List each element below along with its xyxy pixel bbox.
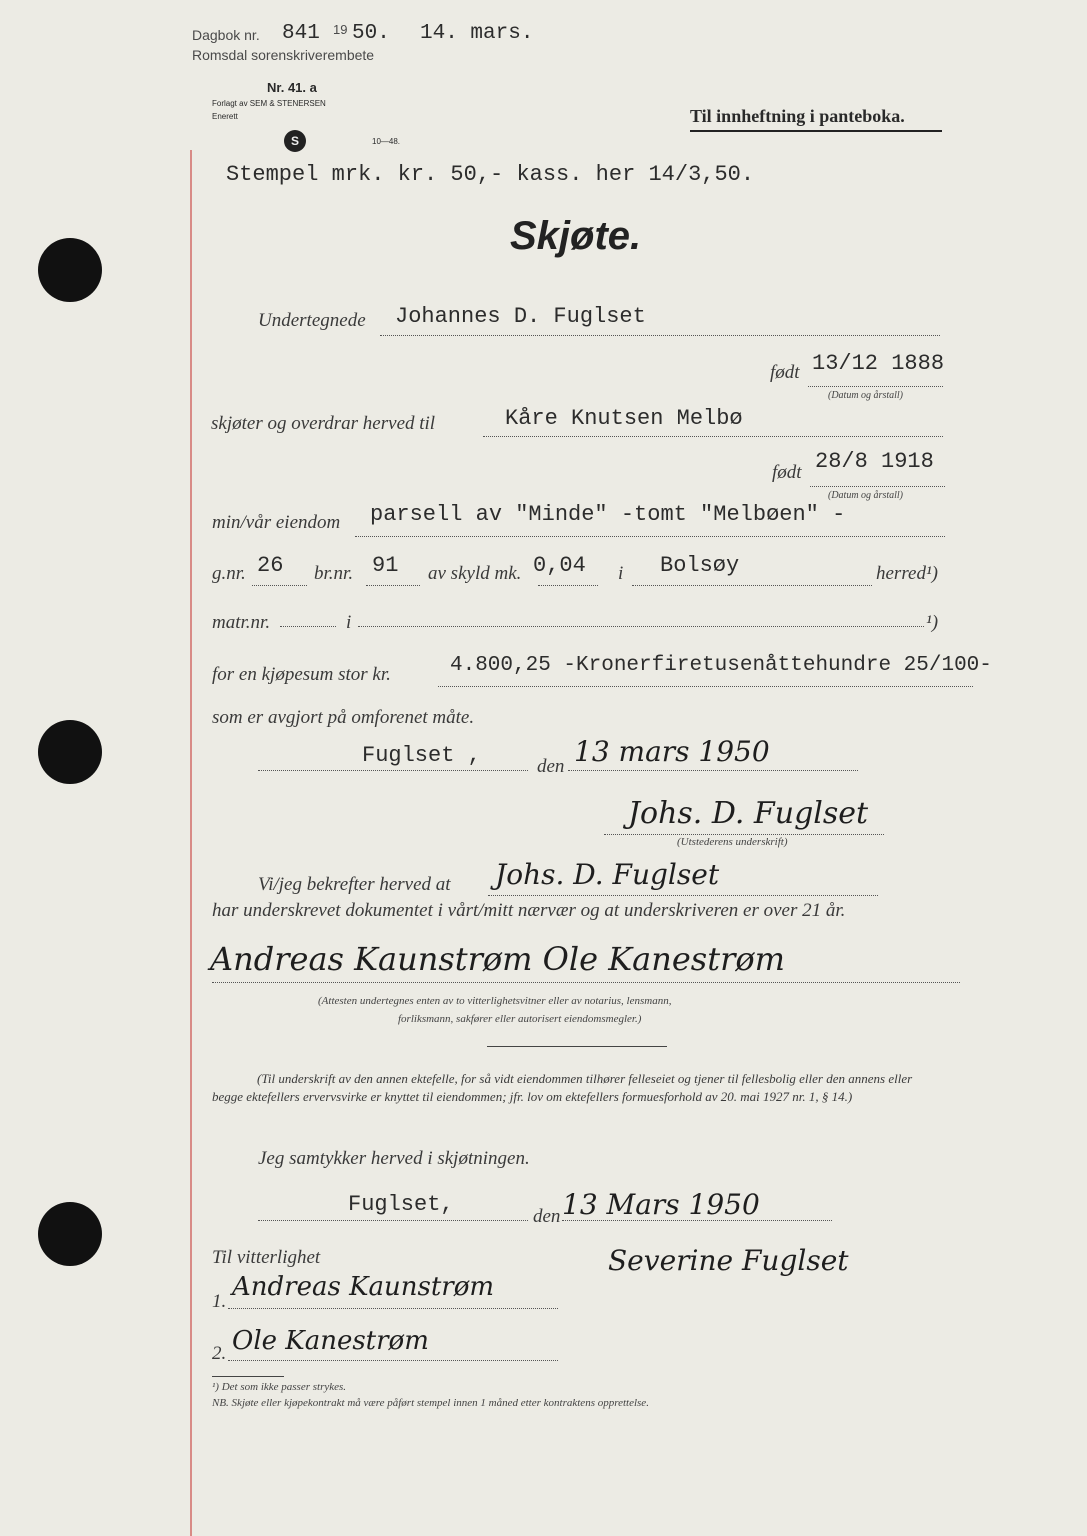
spouse-paragraph: (Til underskrift av den annen ektefelle, for så vidt eiendommen tilhører felleseiet og tjener til fellesbolig eller den annens eller begge ektefellers ervervsvirke er knyttet til eiendommen; jfr. lov om ektefellers formuesforhold av 20. mai 1927 nr. 1, § 14.) — [212, 1071, 913, 1104]
line-witnesses — [212, 982, 960, 983]
label-kjopesum: for en kjøpesum stor kr. — [212, 664, 391, 685]
document-title: Skjøte. — [510, 214, 642, 258]
seller-name: Johannes D. Fuglset — [395, 304, 646, 329]
caption-utsteder: (Utstederens underskrift) — [677, 836, 788, 848]
header-right: Til innheftning i panteboka. — [690, 106, 905, 126]
caption-datum-1: (Datum og årstall) — [828, 390, 903, 401]
label-witness-2: 2. — [212, 1343, 227, 1364]
price-value: 4.800,25 -Kronerfiretusenåttehundre 25/100- — [450, 654, 992, 677]
label-den-2: den — [533, 1206, 561, 1227]
dagbok-century: 19 — [333, 22, 348, 37]
label-matr-i: i — [346, 612, 352, 633]
line-seller-born — [808, 386, 943, 387]
label-brnr: br.nr. — [314, 563, 354, 584]
seller-signature: Johs. D. Fuglset — [628, 796, 869, 831]
label-matr-note: ¹) — [926, 612, 939, 633]
line-herred — [632, 585, 872, 586]
witness-2-signature: Ole Kanestrøm — [232, 1326, 429, 1356]
line-buyer-born — [810, 486, 945, 487]
binder-hole-bottom — [38, 1202, 102, 1266]
seller-born: 13/12 1888 — [812, 351, 945, 376]
skyld-value: 0,04 — [533, 553, 586, 578]
form-publisher-line2: Enerett — [212, 112, 238, 121]
confirmed-name-handwritten: Johs. D. Fuglset — [495, 858, 720, 891]
herred-value: Bolsøy — [660, 553, 740, 578]
line-place-2 — [258, 1220, 528, 1221]
line-seller-signature — [604, 834, 884, 835]
line-seller — [380, 335, 940, 336]
label-skjoter: skjøter og overdrar herved til — [211, 413, 436, 434]
line-confirmed — [488, 895, 878, 896]
margin-rule — [190, 150, 192, 1536]
label-eiendom: min/vår eiendom — [212, 512, 341, 533]
header-underline — [690, 130, 942, 132]
brnr-value: 91 — [372, 553, 399, 578]
caption-datum-2: (Datum og årstall) — [828, 490, 903, 501]
buyer-name: Kåre Knutsen Melbø — [505, 406, 743, 431]
label-underskrevet: har underskrevet dokumentet i vårt/mitt nærvær og at underskriveren er over 21 år. — [212, 900, 846, 921]
line-brnr — [366, 585, 420, 586]
publisher-logo: S — [284, 130, 306, 152]
label-i: i — [618, 563, 624, 584]
caption-attest-1: (Attesten undertegnes enten av to vitterlighetsvitner eller av notarius, lensmann, — [318, 995, 672, 1007]
line-witness-1 — [228, 1308, 558, 1309]
form-publisher-code: 10—48. — [372, 137, 401, 146]
label-fodt-1: født — [770, 362, 800, 383]
footnote-rule — [212, 1376, 284, 1377]
separator-rule — [487, 1046, 667, 1047]
buyer-born: 28/8 1918 — [815, 449, 934, 474]
caption-attest-2: forliksmann, sakfører eller autorisert eiendomsmegler.) — [398, 1013, 642, 1025]
line-place-1 — [258, 770, 528, 771]
label-vitterlighet: Til vitterlighet — [212, 1247, 321, 1268]
label-herred: herred¹) — [876, 563, 938, 584]
date-1-handwritten: 13 mars 1950 — [574, 735, 770, 768]
footnote-2: NB. Skjøte eller kjøpekontrakt må være påført stempel innen 1 måned etter kontraktens opprettelse. — [212, 1397, 649, 1409]
label-samtykker: Jeg samtykker herved i skjøtningen. — [258, 1148, 530, 1169]
label-skyld: av skyld mk. — [428, 563, 522, 584]
line-skyld — [538, 585, 598, 586]
dagbok-number: 841 — [282, 22, 320, 45]
stamp-line: Stempel mrk. kr. 50,- kass. her 14/3,50. — [226, 162, 755, 187]
label-undertegnede: Undertegnede — [258, 310, 366, 331]
dagbok-year: 50. — [352, 22, 390, 45]
property-description: parsell av "Minde" -tomt "Melbøen" - — [370, 502, 846, 527]
line-price — [438, 686, 973, 687]
line-witness-2 — [228, 1360, 558, 1361]
line-gnr — [252, 585, 307, 586]
label-matrnr: matr.nr. — [212, 612, 271, 633]
spouse-signature: Severine Fuglset — [608, 1244, 849, 1277]
line-date-1 — [568, 770, 858, 771]
binder-hole-middle — [38, 720, 102, 784]
dagbok-office: Romsdal sorenskriverembete — [192, 47, 375, 63]
label-witness-1: 1. — [212, 1291, 227, 1312]
form-publisher-line1: Forlagt av SEM & STENERSEN — [212, 99, 326, 108]
footnote-1: ¹) Det som ikke passer strykes. — [212, 1381, 347, 1393]
witness-signatures-handwritten: Andreas Kaunstrøm Ole Kanestrøm — [210, 940, 785, 978]
line-buyer — [483, 436, 943, 437]
line-property — [355, 536, 945, 537]
date-2-handwritten: 13 Mars 1950 — [562, 1188, 760, 1221]
form-number: Nr. 41. a — [267, 80, 317, 95]
place-1: Fuglset , — [362, 743, 481, 768]
dagbok-date: 14. mars. — [420, 22, 534, 45]
gnr-value: 26 — [257, 553, 284, 578]
place-2: Fuglset, — [348, 1192, 454, 1217]
line-matrnr — [280, 626, 336, 627]
label-bekrefter: Vi/jeg bekrefter herved at — [258, 874, 451, 895]
line-matr-place — [358, 626, 924, 627]
label-omforenet: som er avgjort på omforenet måte. — [212, 707, 475, 728]
label-fodt-2: født — [772, 462, 802, 483]
label-den-1: den — [537, 756, 565, 777]
dagbok-label: Dagbok nr. — [192, 27, 260, 43]
label-gnr: g.nr. — [212, 563, 246, 584]
witness-1-signature: Andreas Kaunstrøm — [232, 1272, 495, 1302]
binder-hole-top — [38, 238, 102, 302]
